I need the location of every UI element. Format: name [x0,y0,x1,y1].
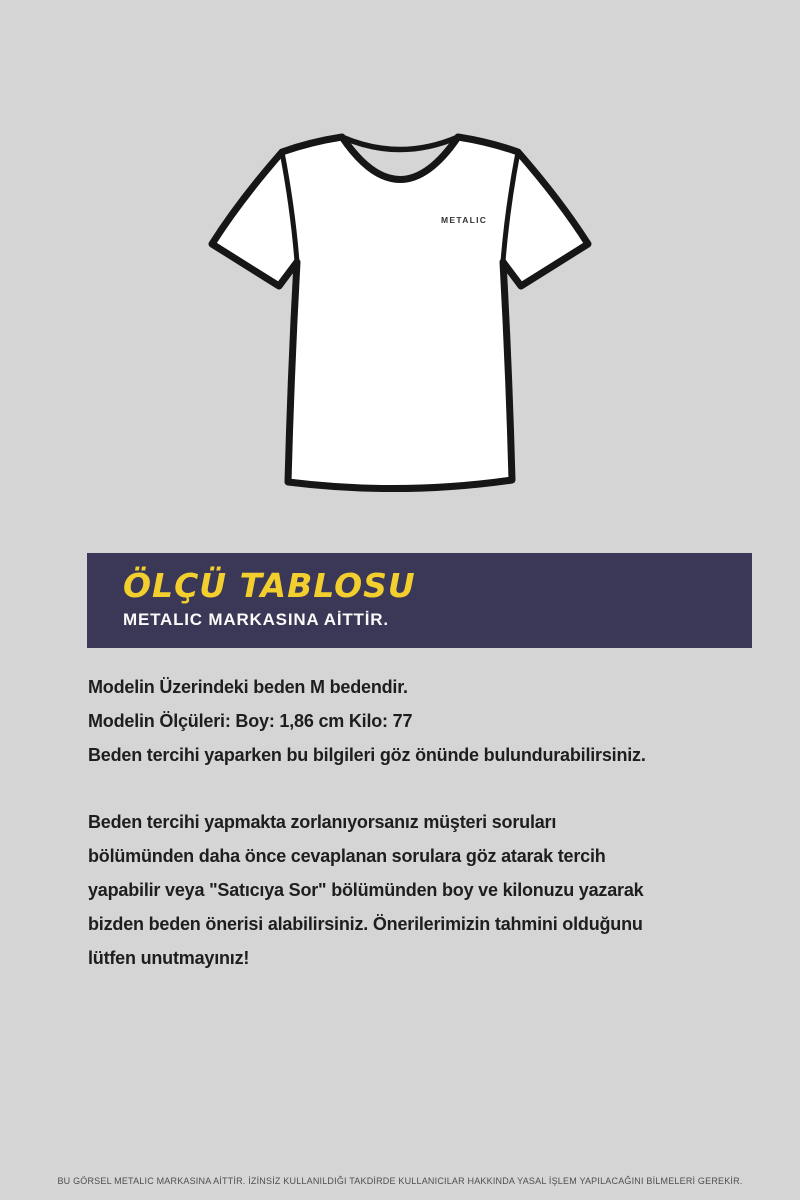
legal-notice: BU GÖRSEL METALIC MARKASINA AİTTİR. İZİNSİZ KULLANILDIĞI TAKDİRDE KULLANICILAR HAKKINDA YASAL İŞLEM YAPILACAĞINI BİLMELERİ GEREKİR. [57,1176,743,1186]
tshirt-body [212,137,588,489]
size-advice-line: Beden tercihi yapmakta zorlanıyorsanız müşteri soruları [88,812,557,832]
size-table-banner [87,553,752,648]
size-advice-line: yapabilir veya "Satıcıya Sor" bölümünden boy ve kilonuzu yazarak [88,880,644,900]
model-info-block [88,670,646,772]
banner-subtitle: METALIC MARKASINA AİTTİR. [123,610,389,630]
size-advice-line: lütfen unutmayınız! [88,948,250,968]
model-info-line: Modelin Ölçüleri: Boy: 1,86 cm Kilo: 77 [88,711,413,731]
size-advice-line: bizden beden önerisi alabilirsiniz. Önerilerimizin tahmini olduğunu [88,914,643,934]
tshirt-chest-logo: METALIC [441,215,488,225]
model-info-line: Beden tercihi yaparken bu bilgileri göz önünde bulundurabilirsiniz. [88,745,646,765]
tshirt-collar-back-line [342,137,458,150]
size-advice-block [88,805,643,975]
model-info-line: Modelin Üzerindeki beden M bedendir. [88,677,408,697]
banner-title: ÖLÇÜ TABLOSU [123,566,416,605]
tshirt-illustration [170,120,630,510]
tshirt-outline-drawing [170,120,630,510]
size-advice-line: bölümünden daha önce cevaplanan sorulara göz atarak tercih [88,846,606,866]
